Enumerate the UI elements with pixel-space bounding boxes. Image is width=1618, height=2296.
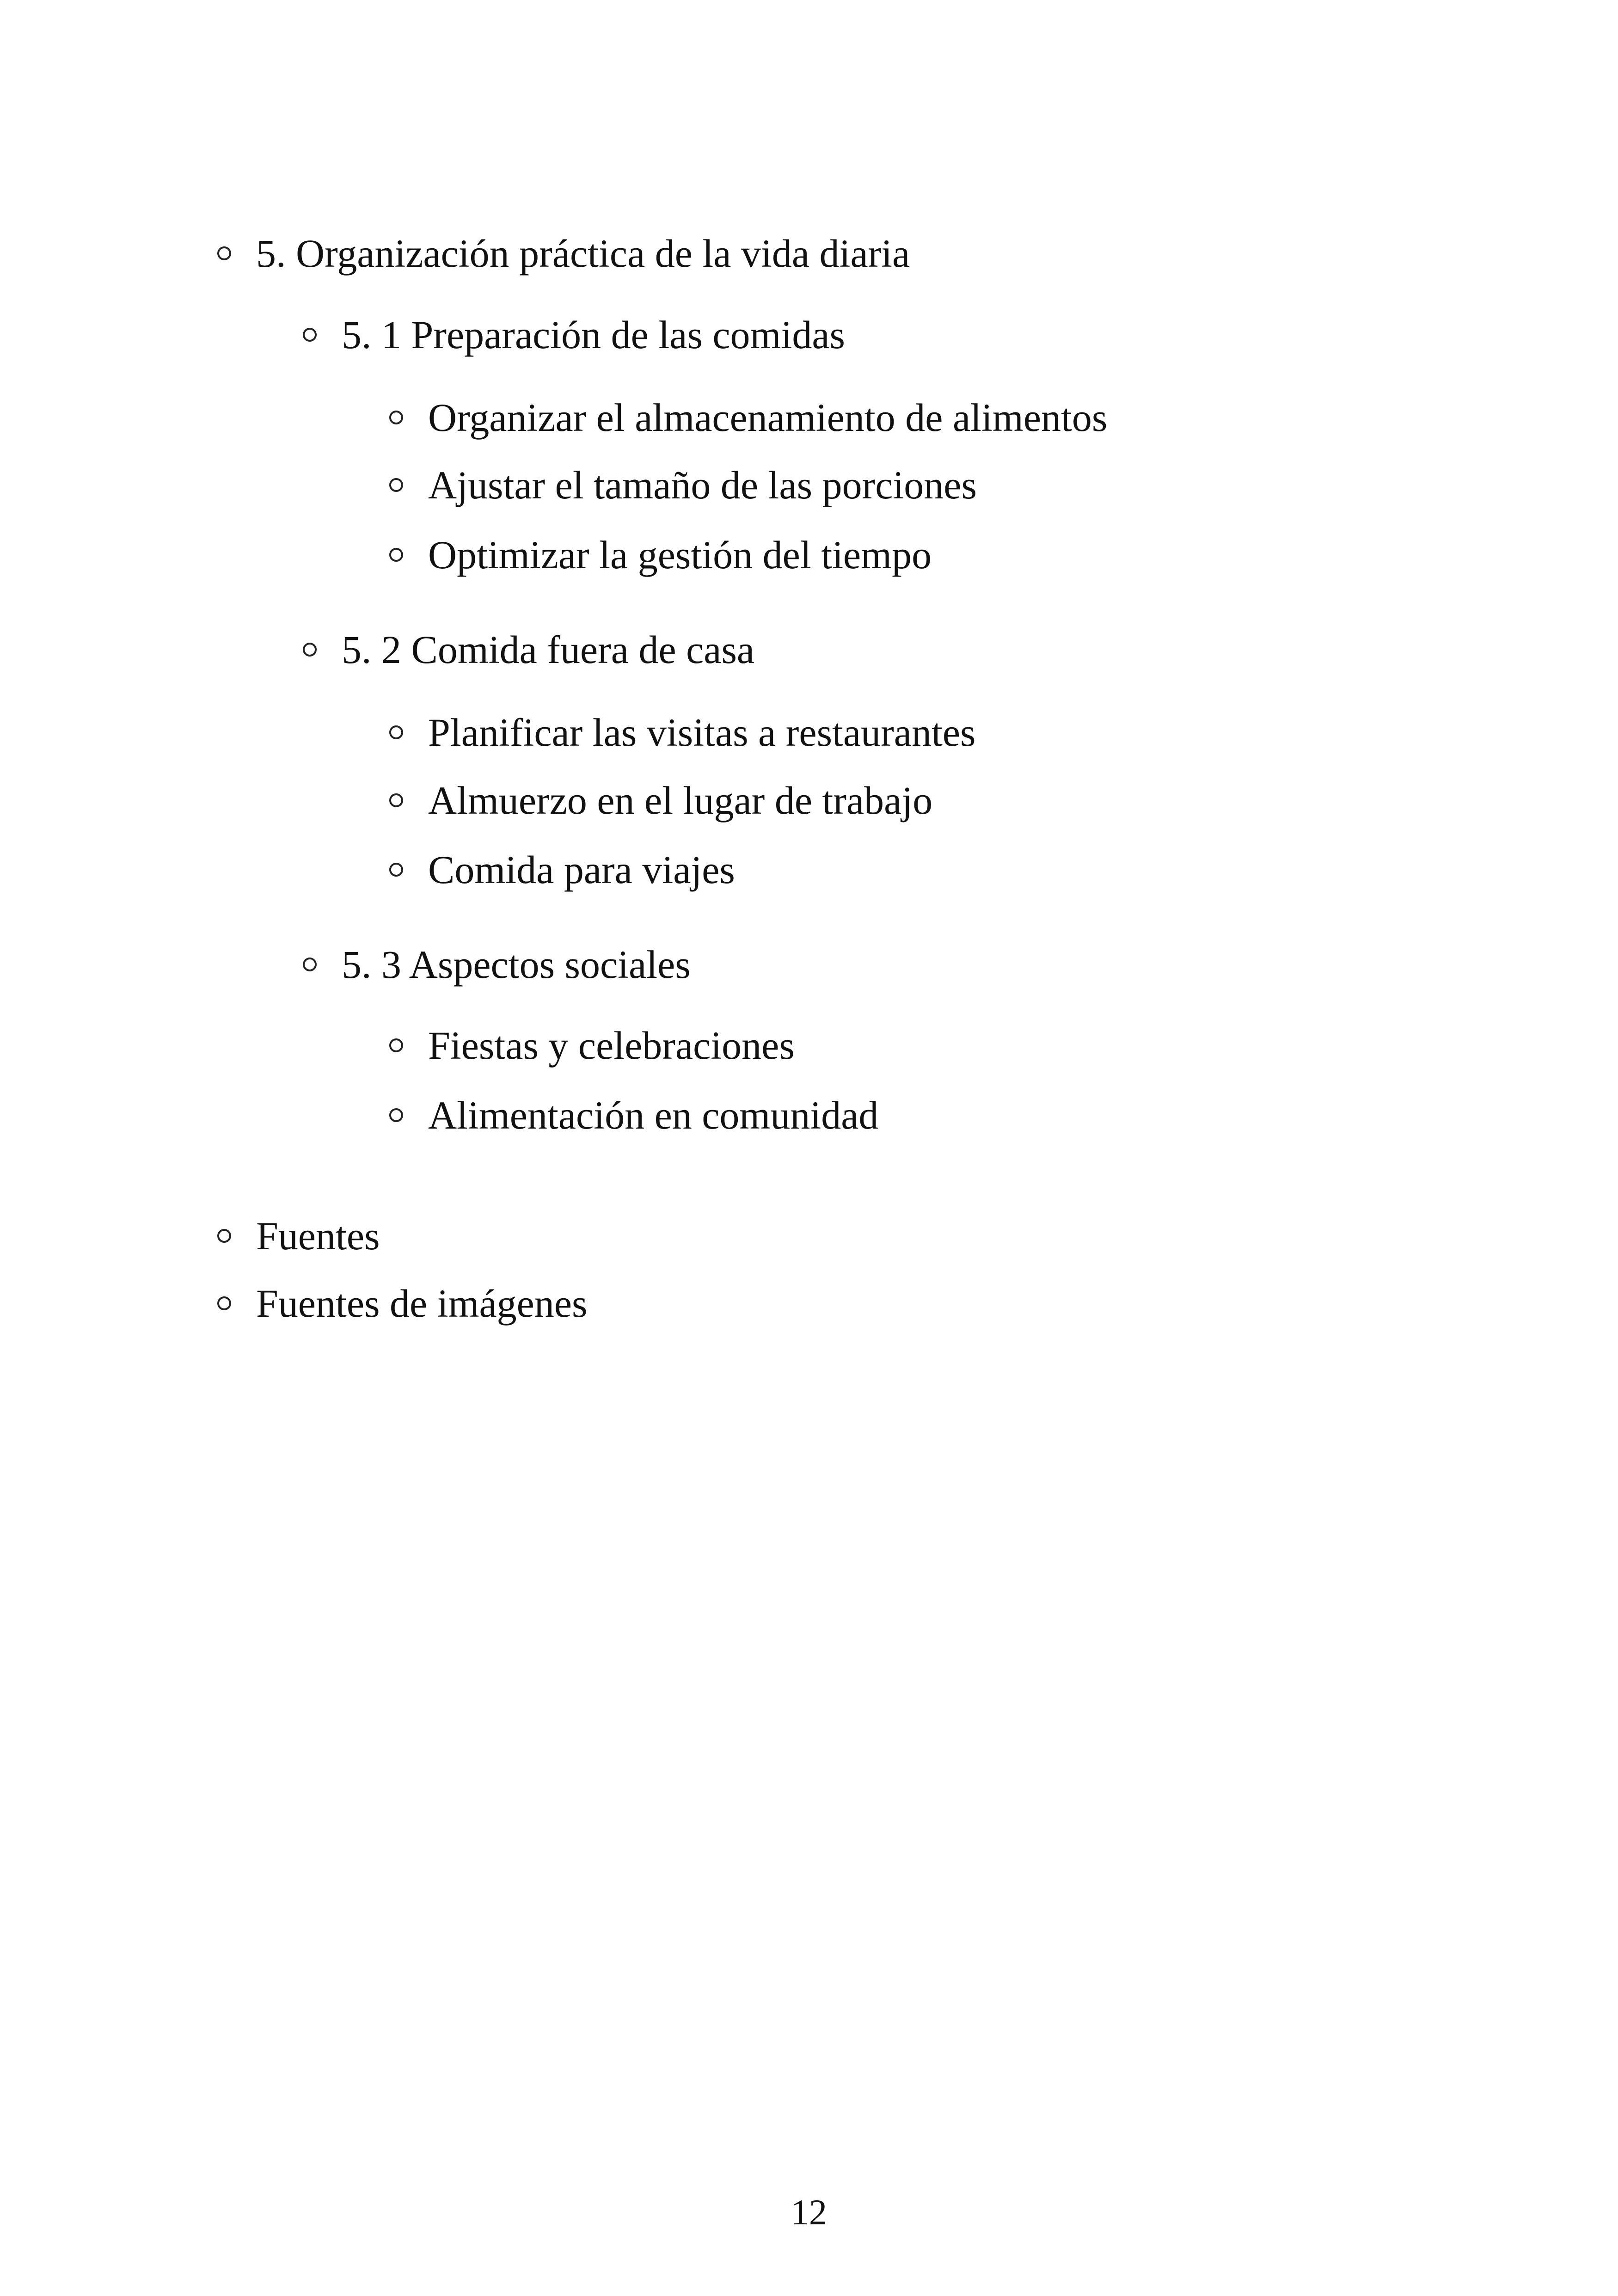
circle-bullet-icon bbox=[217, 1296, 231, 1310]
toc-item bbox=[389, 778, 933, 823]
page-number: 12 bbox=[791, 2192, 827, 2232]
toc-entry-5-3 bbox=[303, 942, 691, 987]
toc-item-label: Alimentación en comunidad bbox=[428, 1093, 879, 1137]
toc-entry-5-2 bbox=[303, 627, 755, 672]
circle-bullet-icon bbox=[389, 548, 403, 562]
toc-item bbox=[389, 847, 735, 892]
circle-bullet-icon bbox=[389, 863, 403, 877]
toc-item bbox=[389, 535, 932, 575]
toc-entry-label: 5. 3 Aspectos sociales bbox=[342, 942, 691, 987]
toc-entry-sources bbox=[217, 1216, 380, 1256]
toc-item-label: Almuerzo en el lugar de trabajo bbox=[428, 778, 933, 823]
circle-bullet-icon bbox=[389, 1038, 403, 1052]
toc-entry-label: 5. 1 Preparación de las comidas bbox=[342, 313, 845, 357]
toc-item bbox=[389, 465, 977, 505]
toc-entry-label: Fuentes de imágenes bbox=[256, 1281, 588, 1326]
toc-item-label: Optimizar la gestión del tiempo bbox=[428, 533, 932, 577]
toc-entry-image-sources bbox=[217, 1281, 588, 1326]
toc-entry-label: 5. 2 Comida fuera de casa bbox=[342, 627, 755, 672]
circle-bullet-icon bbox=[389, 411, 403, 424]
toc-entry-section-5 bbox=[217, 231, 910, 276]
toc-item bbox=[389, 395, 1108, 440]
circle-bullet-icon bbox=[217, 246, 231, 260]
circle-bullet-icon bbox=[389, 478, 403, 492]
toc-item-label: Comida para viajes bbox=[428, 847, 735, 892]
toc-item bbox=[389, 1095, 878, 1135]
toc-item bbox=[389, 710, 976, 755]
circle-bullet-icon bbox=[303, 643, 317, 657]
toc-item bbox=[389, 1023, 795, 1068]
circle-bullet-icon bbox=[389, 793, 403, 807]
toc-item-label: Planificar las visitas a restaurantes bbox=[428, 710, 976, 755]
circle-bullet-icon bbox=[389, 1108, 403, 1122]
circle-bullet-icon bbox=[217, 1229, 231, 1243]
circle-bullet-icon bbox=[389, 725, 403, 739]
toc-item-label: Ajustar el tamaño de las porciones bbox=[428, 463, 977, 507]
toc-item-label: Organizar el almacenamiento de alimentos bbox=[428, 395, 1108, 440]
toc-entry-label: 5. Organización práctica de la vida diaria bbox=[256, 231, 910, 276]
toc-entry-label: Fuentes bbox=[256, 1214, 380, 1258]
circle-bullet-icon bbox=[303, 958, 317, 971]
toc-item-label: Fiestas y celebraciones bbox=[428, 1023, 795, 1068]
circle-bullet-icon bbox=[303, 328, 317, 342]
toc-entry-5-1 bbox=[303, 315, 845, 355]
